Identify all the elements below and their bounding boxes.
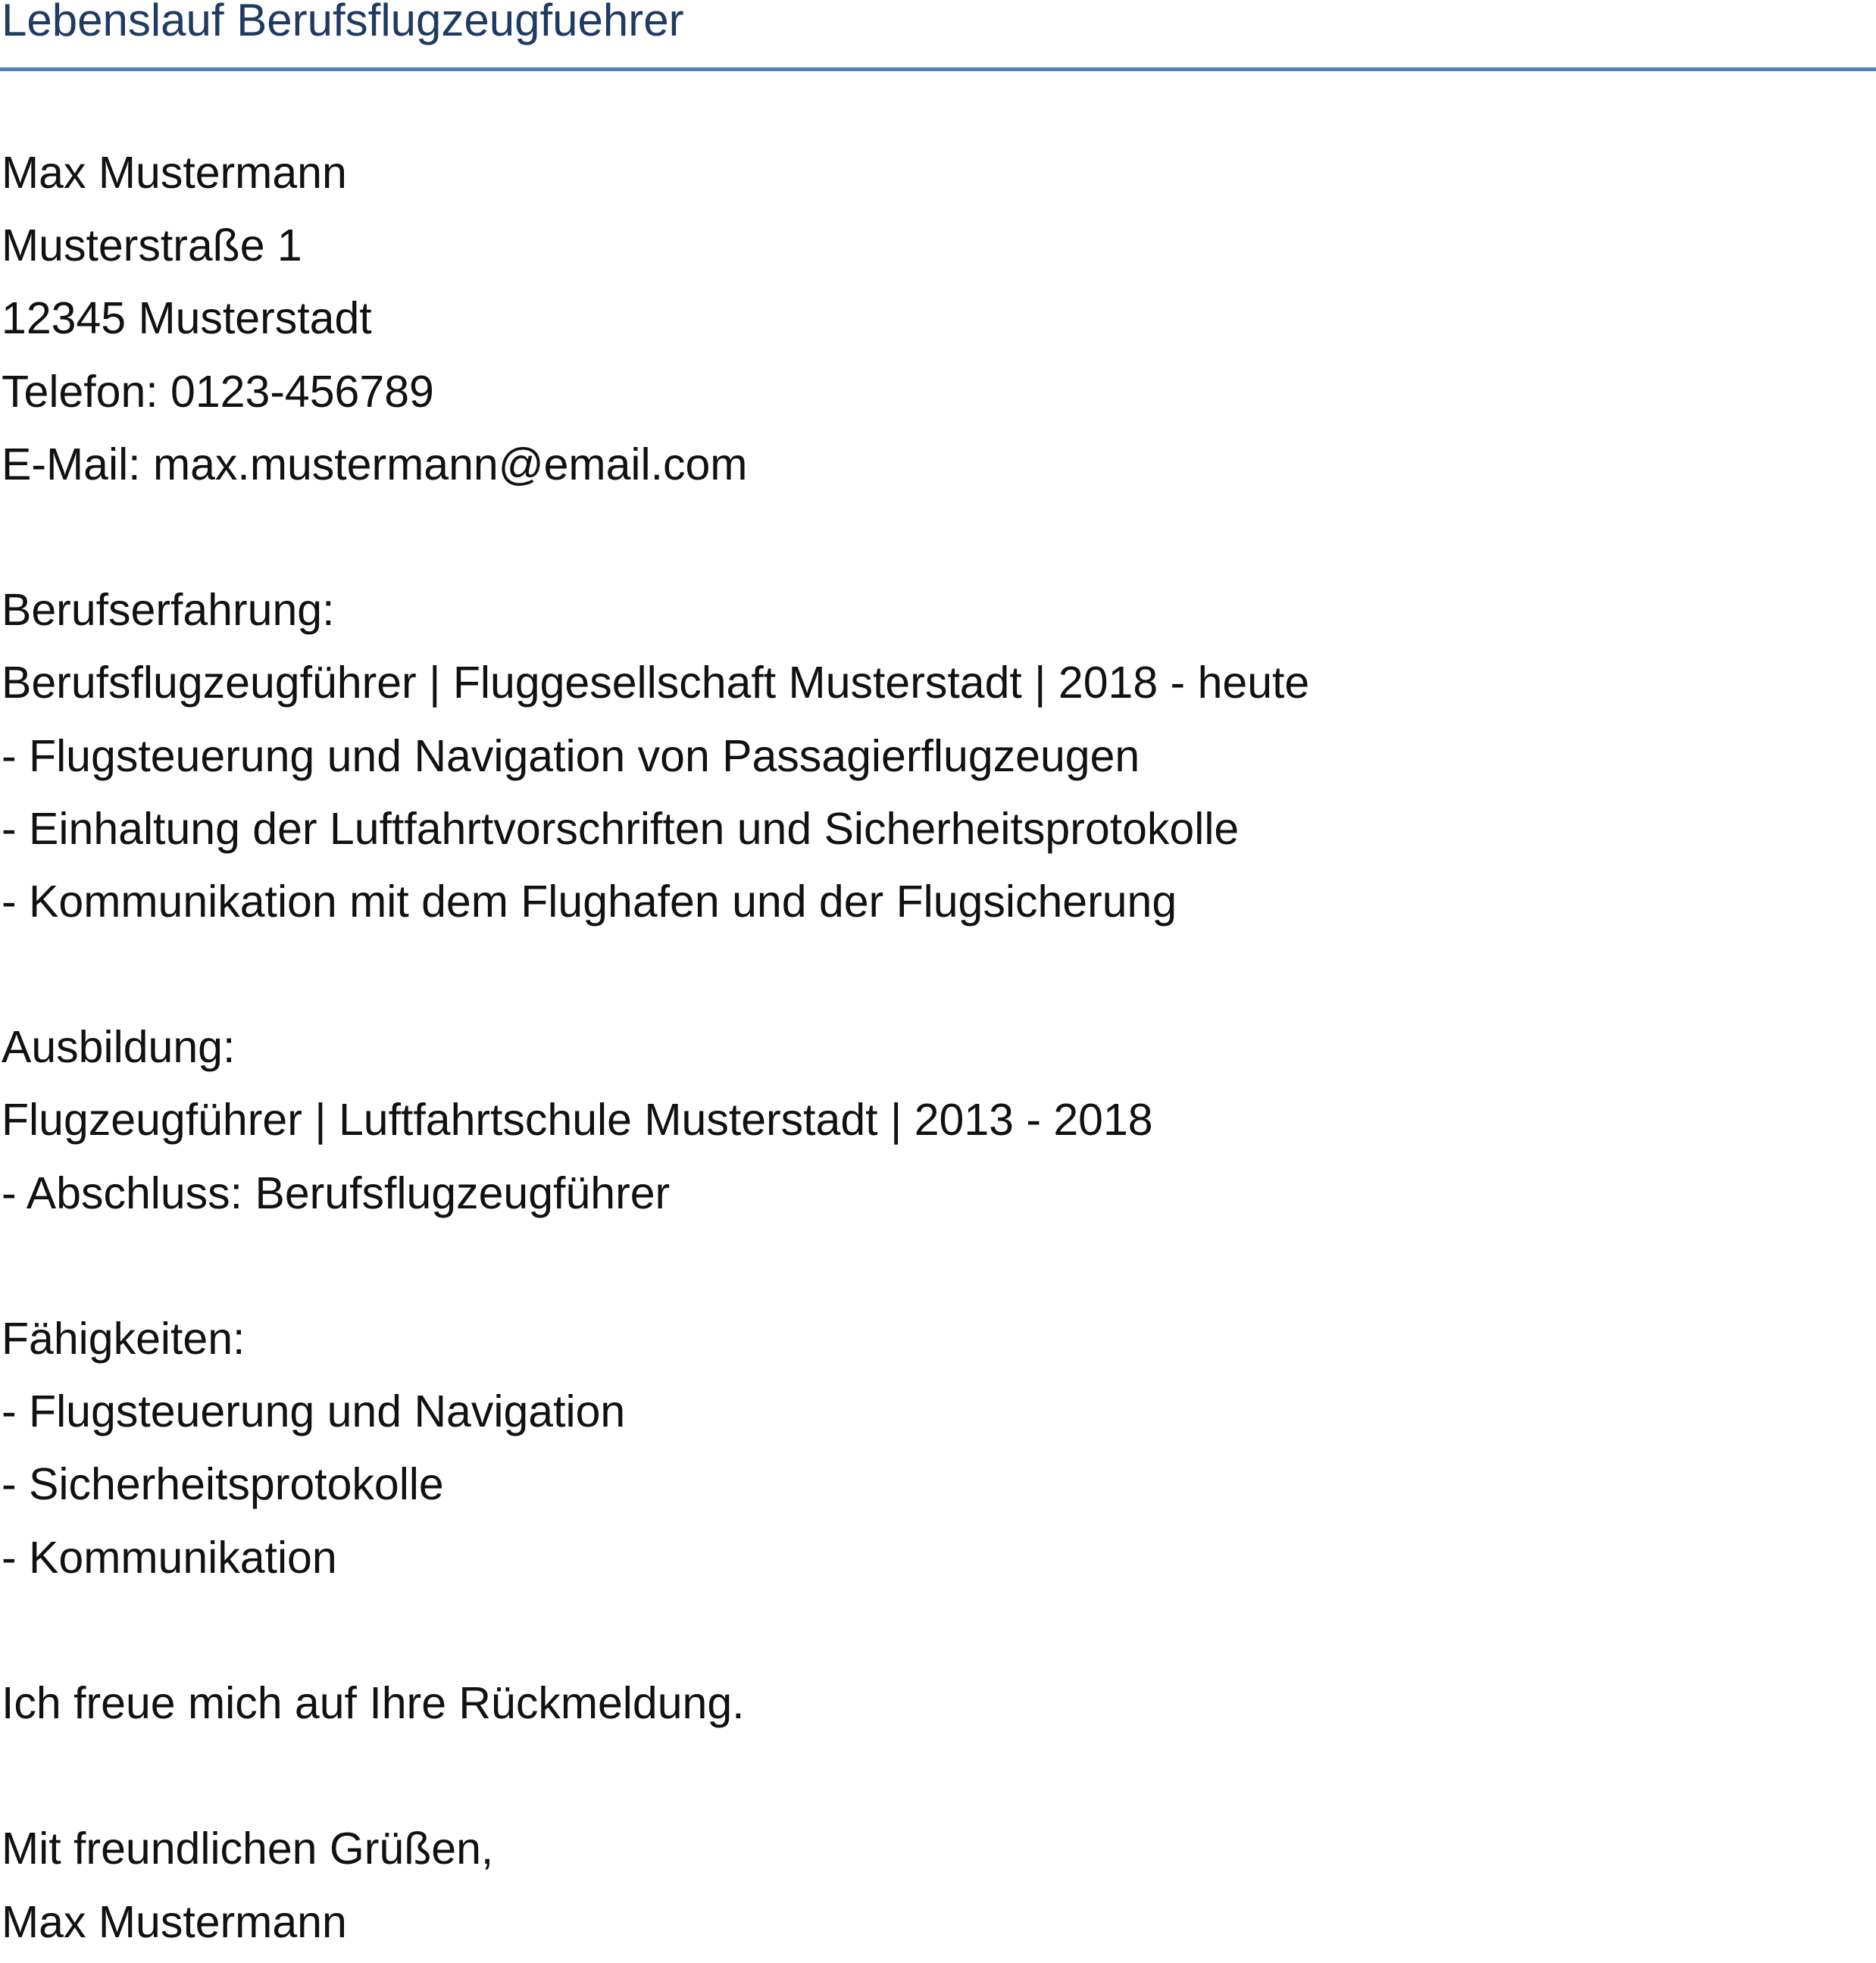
contact-email: E-Mail: max.mustermann@email.com xyxy=(2,439,748,489)
experience-item: - Kommunikation mit dem Flughafen und der Flugsicherung xyxy=(2,876,1177,927)
education-entry: Flugzeugführer | Luftfahrtschule Musterstadt | 2013 - 2018 xyxy=(2,1095,1153,1146)
skills-item: - Flugsteuerung und Navigation xyxy=(2,1386,626,1437)
document-body xyxy=(2,141,1873,1963)
experience-item: - Einhaltung der Luftfahrtvorschriften und Sicherheitsprotokolle xyxy=(2,803,1240,854)
closing-greeting: Mit freundlichen Grüßen, xyxy=(2,1824,494,1874)
signature: Max Mustermann xyxy=(2,1896,347,1947)
blank-line xyxy=(2,1744,1873,1817)
skills-item: - Kommunikation xyxy=(2,1532,337,1583)
education-item: - Abschluss: Berufsflugzeugführer xyxy=(2,1167,671,1218)
education-heading: Ausbildung: xyxy=(2,1022,236,1073)
blank-line xyxy=(2,942,1873,1015)
experience-heading: Berufserfahrung: xyxy=(2,585,335,636)
experience-item: - Flugsteuerung und Navigation von Passagierflugzeugen xyxy=(2,730,1140,781)
document-title: Lebenslauf Berufsflugzeugfuehrer xyxy=(2,0,684,45)
title-divider xyxy=(0,67,1876,71)
skills-item: - Sicherheitsprotokolle xyxy=(2,1459,444,1510)
blank-line xyxy=(2,1234,1873,1307)
experience-position: Berufsflugzeugführer | Fluggesellschaft Musterstadt | 2018 - heute xyxy=(2,658,1310,708)
contact-city: 12345 Musterstadt xyxy=(2,293,372,344)
skills-heading: Fähigkeiten: xyxy=(2,1314,245,1364)
contact-street: Musterstraße 1 xyxy=(2,220,302,271)
blank-line xyxy=(2,505,1873,578)
blank-line xyxy=(2,1599,1873,1671)
contact-phone: Telefon: 0123-456789 xyxy=(2,366,434,417)
contact-name: Max Mustermann xyxy=(2,148,347,198)
closing-text: Ich freue mich auf Ihre Rückmeldung. xyxy=(2,1677,745,1728)
